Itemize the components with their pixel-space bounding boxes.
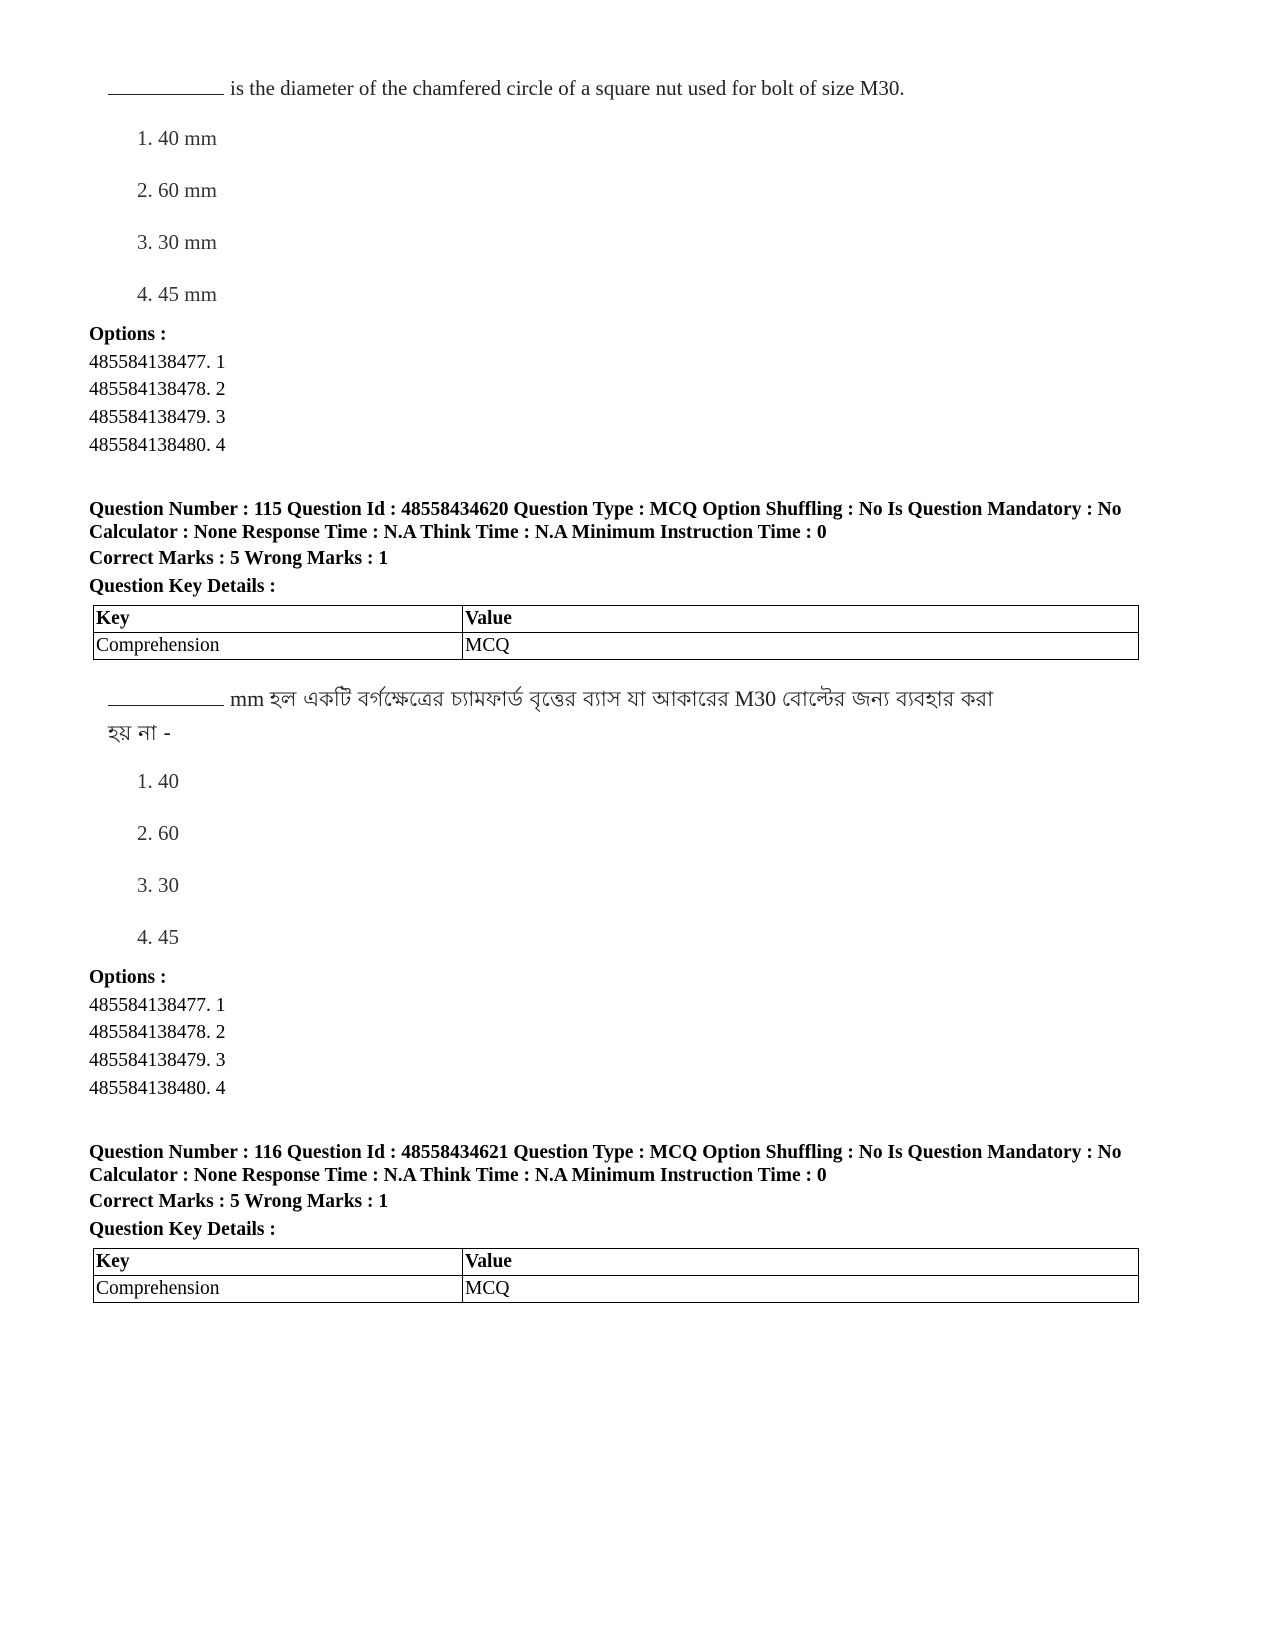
stem-text-bengali: বোল্টের জন্য ব্যবহার করা — [781, 687, 994, 711]
choice-item: 3. 30 — [137, 873, 179, 897]
options-heading: Options : — [89, 967, 167, 988]
stem-text-bengali: হয় না - — [108, 721, 171, 745]
table-header-value: Value — [463, 606, 1139, 633]
table-row — [94, 633, 1139, 660]
table-cell-key: Comprehension — [94, 1276, 463, 1303]
option-id-row: 485584138479. 3 — [89, 407, 226, 428]
question-stem-text: is the diameter of the chamfered circle of a square nut used for bolt of size M30. — [230, 76, 905, 100]
key-details-heading: Question Key Details : — [89, 576, 276, 597]
choice-item: 2. 60 — [137, 821, 179, 845]
option-id-row: 485584138478. 2 — [89, 379, 226, 400]
stem-bolt-size: M30 — [734, 686, 777, 711]
answer-blank — [108, 74, 224, 95]
table-header-row — [94, 606, 1139, 633]
marks-line: Correct Marks : 5 Wrong Marks : 1 — [89, 1191, 389, 1212]
option-id-row: 485584138479. 3 — [89, 1050, 226, 1071]
answer-blank — [108, 685, 224, 706]
table-header-row — [94, 1249, 1139, 1276]
choice-item: 2. 60 mm — [137, 178, 217, 202]
key-details-table — [93, 605, 1139, 660]
question-stem-english — [108, 74, 905, 101]
option-id-row: 485584138480. 4 — [89, 1078, 226, 1099]
key-details-table — [93, 1248, 1139, 1303]
choice-item: 1. 40 — [137, 769, 179, 793]
key-details-heading: Question Key Details : — [89, 1219, 276, 1240]
stem-text-bengali: হল একটি বর্গক্ষেত্রের চ্যামফার্ড বৃত্তের ব্যাস যা আকারের — [269, 687, 730, 711]
choice-item: 4. 45 — [137, 925, 179, 949]
table-cell-value: MCQ — [463, 1276, 1139, 1303]
table-header-key: Key — [94, 606, 463, 633]
option-id-row: 485584138477. 1 — [89, 352, 226, 373]
table-cell-key: Comprehension — [94, 633, 463, 660]
option-id-row: 485584138480. 4 — [89, 435, 226, 456]
question-stem-bengali — [108, 682, 1168, 750]
table-header-value: Value — [463, 1249, 1139, 1276]
table-row — [94, 1276, 1139, 1303]
question-meta: Question Number : 116 Question Id : 48558434621 Question Type : MCQ Option Shuffling : No Is Question Mandatory : No Calculator : None Response Time : N.A Think Time : N.A Minimum Instruction Time : 0 — [89, 1142, 1122, 1186]
option-id-row: 485584138478. 2 — [89, 1022, 226, 1043]
choice-item: 4. 45 mm — [137, 282, 217, 306]
choice-item: 1. 40 mm — [137, 126, 217, 150]
table-header-key: Key — [94, 1249, 463, 1276]
question-meta: Question Number : 115 Question Id : 48558434620 Question Type : MCQ Option Shuffling : No Is Question Mandatory : No Calculator : None Response Time : N.A Think Time : N.A Minimum Instruction Time : 0 — [89, 499, 1122, 543]
marks-line: Correct Marks : 5 Wrong Marks : 1 — [89, 548, 389, 569]
option-id-row: 485584138477. 1 — [89, 995, 226, 1016]
table-cell-value: MCQ — [463, 633, 1139, 660]
stem-unit: mm — [230, 686, 265, 711]
choice-item: 3. 30 mm — [137, 230, 217, 254]
options-heading: Options : — [89, 324, 167, 345]
